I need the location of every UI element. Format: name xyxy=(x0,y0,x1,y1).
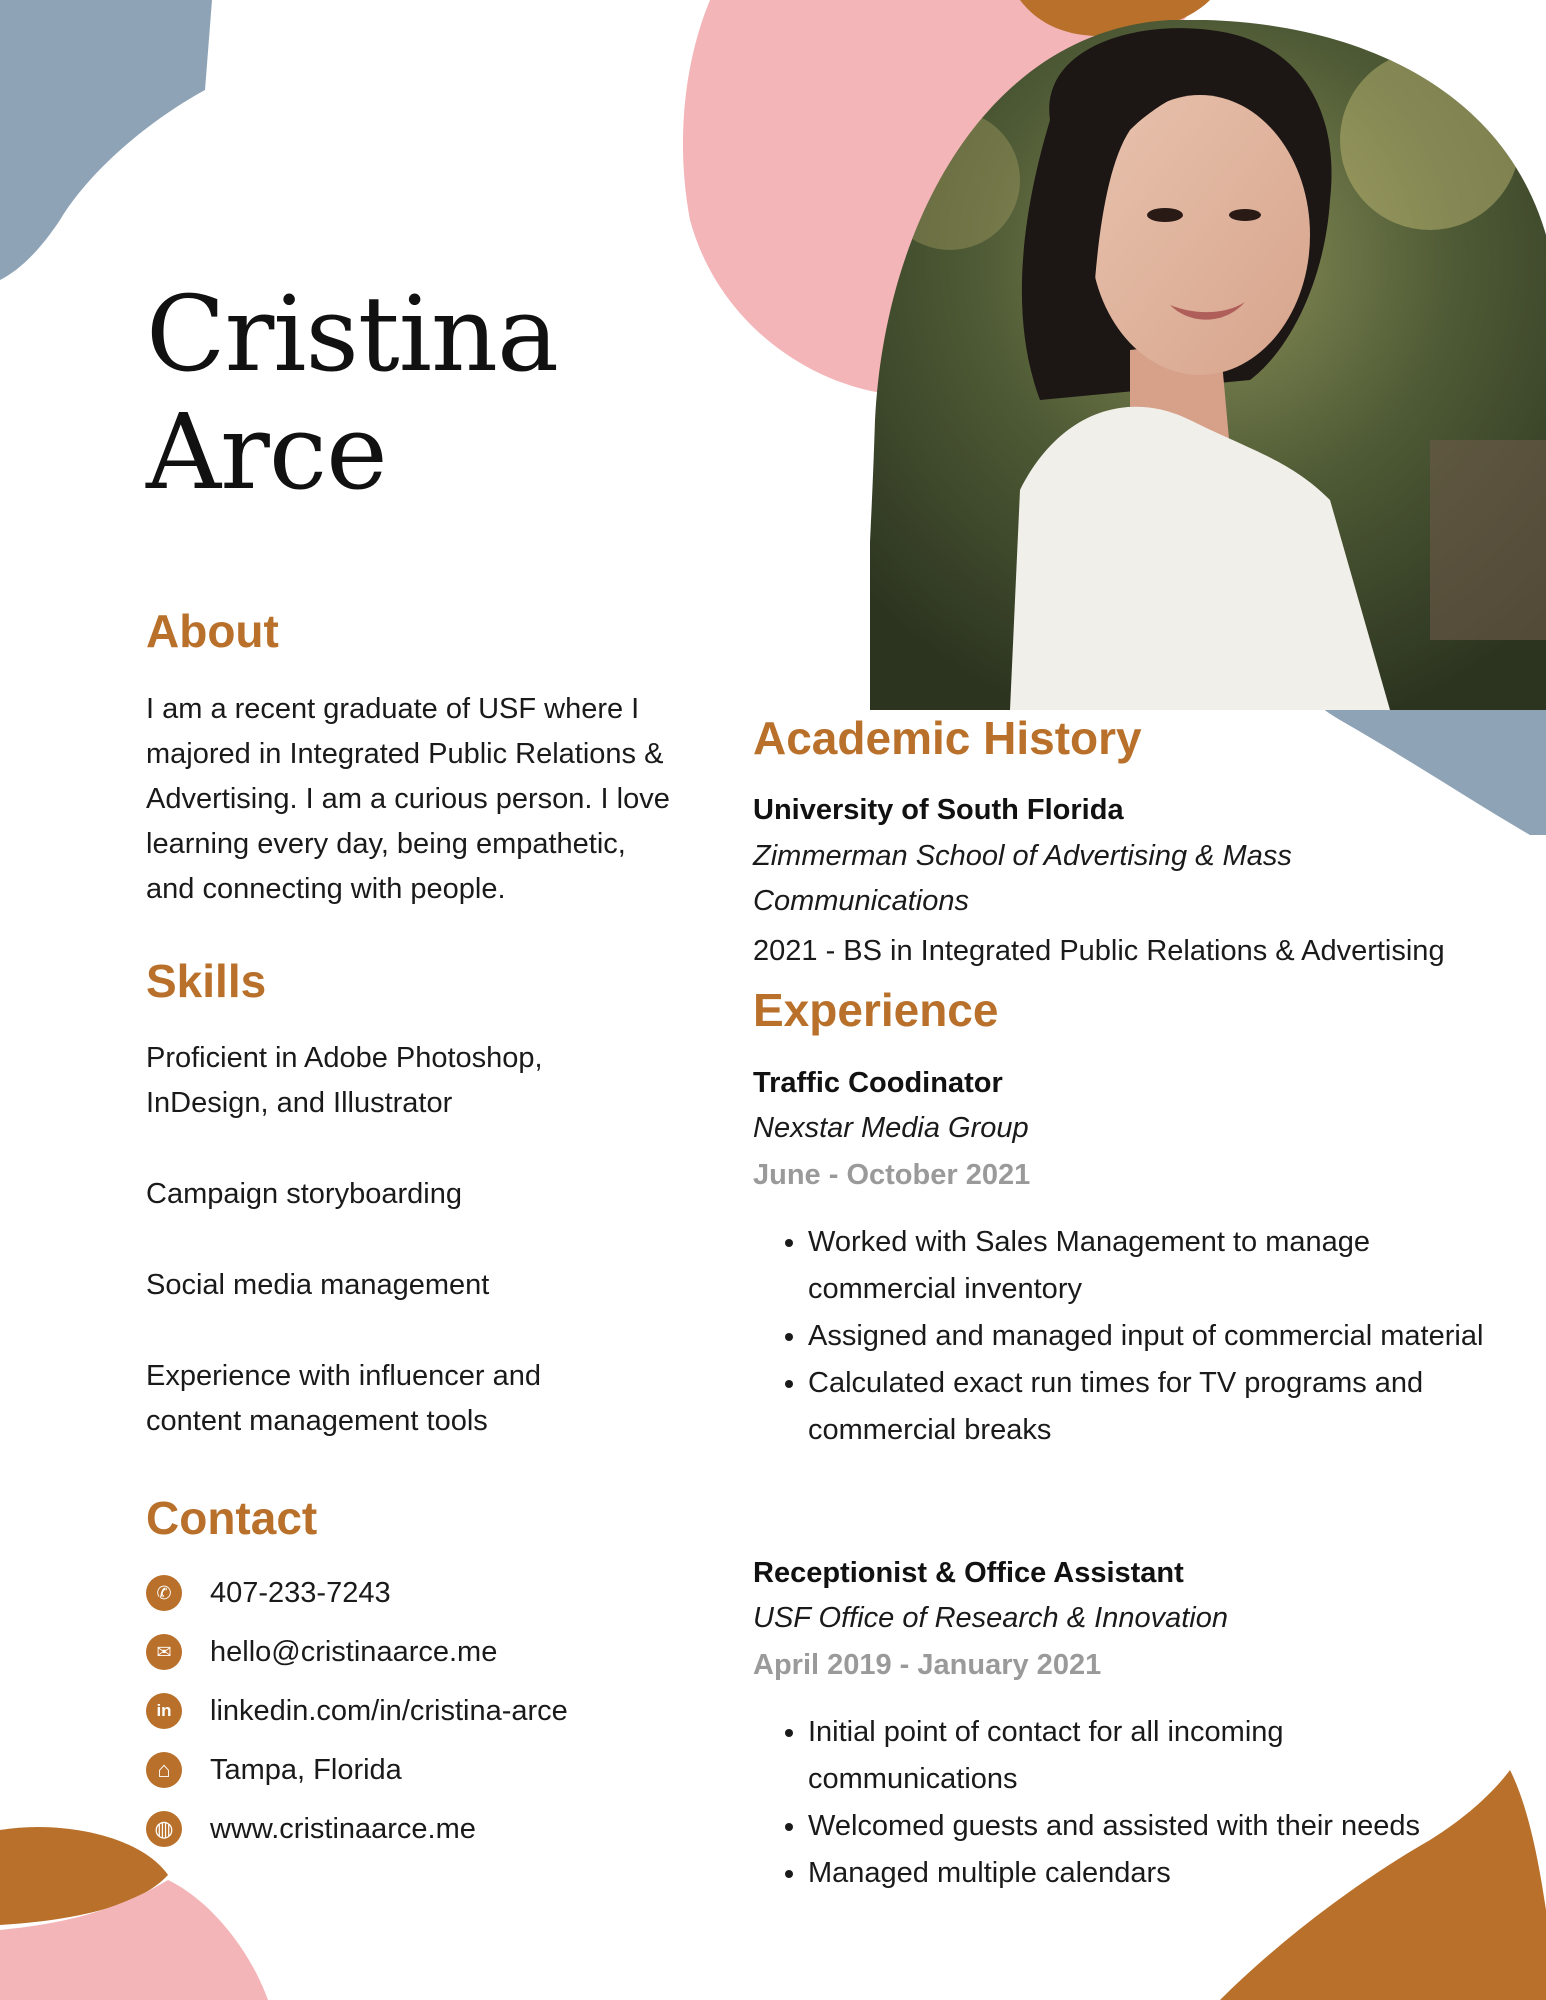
about-line: I am a recent graduate of USF where I xyxy=(146,693,640,725)
skills-heading: Skills xyxy=(146,955,267,1007)
skill-item xyxy=(146,1263,606,1308)
academic-heading: Academic History xyxy=(753,712,1142,764)
job-company: USF Office of Research & Innovation xyxy=(753,1602,1228,1634)
phone-icon: ✆ xyxy=(146,1575,182,1611)
job-bullets xyxy=(753,1219,1488,1454)
job-title: Receptionist & Office Assistant xyxy=(753,1557,1184,1589)
slate-blob-top-left xyxy=(0,0,220,290)
degree-line: 2021 - BS in Integrated Public Relations & Advertising xyxy=(753,935,1445,967)
school-name: University of South Florida xyxy=(753,794,1124,826)
skill-line: InDesign, and Illustrator xyxy=(146,1087,453,1119)
skill-line: Campaign storyboarding xyxy=(146,1178,462,1210)
linkedin-icon: in xyxy=(146,1693,182,1729)
program-name: Communications xyxy=(753,885,969,917)
contact-website[interactable] xyxy=(146,1809,476,1849)
skill-line: Proficient in Adobe Photoshop, xyxy=(146,1042,543,1074)
job-bullet: • Calculated exact run times for TV programs and commercial breaks xyxy=(808,1360,1488,1454)
globe-icon: ◍ xyxy=(146,1811,182,1847)
contact-location xyxy=(146,1750,402,1790)
email-icon: ✉ xyxy=(146,1634,182,1670)
skill-item xyxy=(146,1036,606,1126)
skill-line: Experience with influencer and xyxy=(146,1360,541,1392)
contact-text[interactable]: www.cristinaarce.me xyxy=(210,1812,476,1845)
skill-item xyxy=(146,1354,606,1444)
program-name: Zimmerman School of Advertising & Mass xyxy=(753,840,1292,872)
skill-item xyxy=(146,1172,606,1217)
about-line: and connecting with people. xyxy=(146,873,506,905)
job-title: Traffic Coodinator xyxy=(753,1067,1003,1099)
about-line: majored in Integrated Public Relations & xyxy=(146,738,664,770)
contact-text: Tampa, Florida xyxy=(210,1753,402,1786)
contact-heading: Contact xyxy=(146,1492,318,1544)
contact-phone xyxy=(146,1573,391,1613)
home-icon: ⌂ xyxy=(146,1752,182,1788)
job-bullets xyxy=(753,1709,1488,1897)
job-bullet: • Welcomed guests and assisted with their needs xyxy=(808,1803,1488,1850)
contact-text: 407-233-7243 xyxy=(210,1576,391,1609)
contact-text[interactable]: linkedin.com/in/cristina-arce xyxy=(210,1694,568,1727)
about-text xyxy=(146,687,706,912)
experience-heading: Experience xyxy=(753,984,999,1036)
contact-email[interactable] xyxy=(146,1632,497,1672)
job-dates: June - October 2021 xyxy=(753,1159,1031,1191)
job-bullet: • Initial point of contact for all incoming communications xyxy=(808,1709,1488,1803)
about-line: learning every day, being empathetic, xyxy=(146,828,626,860)
about-line: Advertising. I am a curious person. I love xyxy=(146,783,670,815)
contact-text[interactable]: hello@cristinaarce.me xyxy=(210,1635,498,1668)
about-heading: About xyxy=(146,605,279,657)
job-bullet: • Assigned and managed input of commercial material xyxy=(808,1313,1488,1360)
last-name: Arce xyxy=(146,391,387,513)
pink-blob-bottom-left xyxy=(0,1870,280,2000)
contact-linkedin[interactable] xyxy=(146,1691,568,1731)
skill-line: Social media management xyxy=(146,1269,490,1301)
job-dates: April 2019 - January 2021 xyxy=(753,1649,1102,1681)
skill-line: content management tools xyxy=(146,1405,488,1437)
profile-photo xyxy=(870,20,1546,710)
job-company: Nexstar Media Group xyxy=(753,1112,1029,1144)
job-bullet: • Managed multiple calendars xyxy=(808,1850,1488,1897)
job-bullet: • Worked with Sales Management to manage commercial inventory xyxy=(808,1219,1488,1313)
first-name: Cristina xyxy=(146,273,558,395)
